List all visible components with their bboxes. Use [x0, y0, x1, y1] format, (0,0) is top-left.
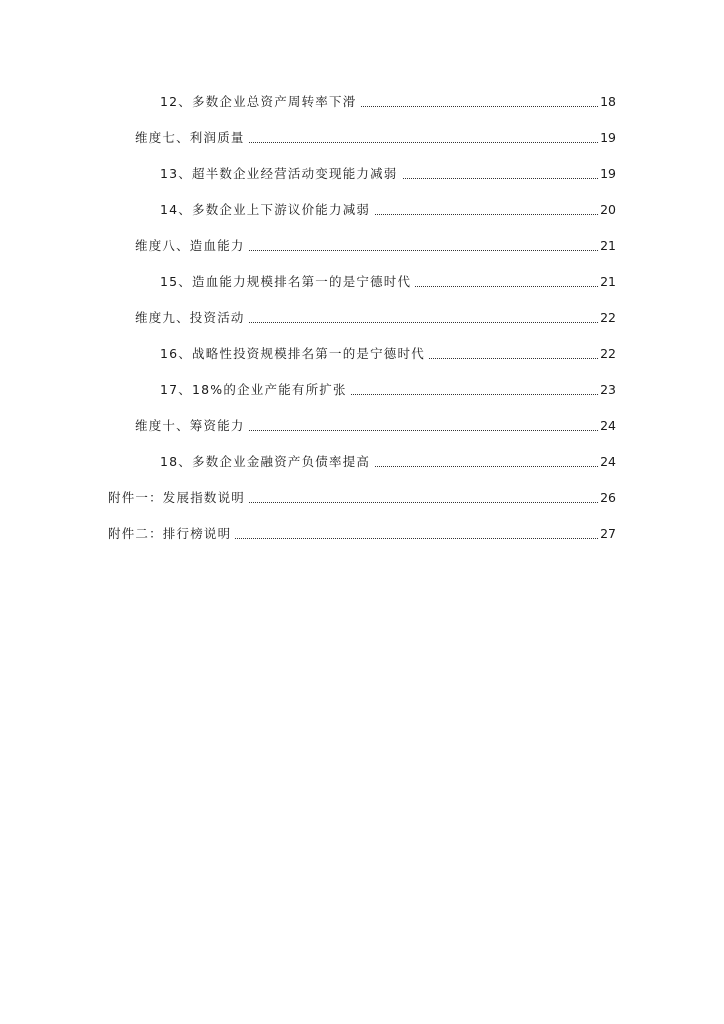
toc-entry[interactable] — [0, 228, 724, 264]
toc-page-number: 21 — [598, 274, 616, 290]
toc-entry[interactable] — [0, 516, 724, 552]
toc-page-number: 24 — [598, 418, 616, 434]
toc-entry[interactable] — [0, 300, 724, 336]
toc-entry[interactable] — [0, 444, 724, 480]
toc-entry-label: 15、造血能力规模排名第一的是宁德时代 — [160, 274, 415, 290]
toc-entry-label: 16、战略性投资规模排名第一的是宁德时代 — [160, 346, 429, 362]
toc-page-number: 22 — [598, 310, 616, 326]
toc-entry-label: 维度九、投资活动 — [135, 310, 249, 326]
toc-entry-label: 17、18%的企业产能有所扩张 — [160, 382, 351, 398]
toc-page-number: 18 — [598, 94, 616, 110]
toc-page-number: 19 — [598, 130, 616, 146]
toc-entry-label: 12、多数企业总资产周转率下滑 — [160, 94, 360, 110]
toc-entry-label: 18、多数企业金融资产负债率提高 — [160, 454, 374, 470]
toc-entry-label: 附件一：发展指数说明 — [108, 490, 249, 506]
toc-entry[interactable] — [0, 264, 724, 300]
toc-entry[interactable] — [0, 336, 724, 372]
toc-page-number: 26 — [598, 490, 616, 506]
toc-entry-label: 维度八、造血能力 — [135, 238, 249, 254]
toc-page-number: 19 — [598, 166, 616, 182]
toc-page-number: 22 — [598, 346, 616, 362]
toc-entry[interactable] — [0, 408, 724, 444]
toc-entry[interactable] — [0, 480, 724, 516]
toc-entry-label: 维度十、筹资能力 — [135, 418, 249, 434]
toc-entry[interactable] — [0, 120, 724, 156]
toc-entry[interactable] — [0, 84, 724, 120]
toc-page-number: 23 — [598, 382, 616, 398]
toc-entry[interactable] — [0, 192, 724, 228]
toc-entry-label: 14、多数企业上下游议价能力减弱 — [160, 202, 374, 218]
toc-entry-label: 13、超半数企业经营活动变现能力减弱 — [160, 166, 402, 182]
toc-entry-label: 维度七、利润质量 — [135, 130, 249, 146]
toc-page-number: 21 — [598, 238, 616, 254]
table-of-contents — [0, 84, 724, 552]
toc-page-number: 27 — [598, 526, 616, 542]
toc-page-number: 24 — [598, 454, 616, 470]
toc-entry[interactable] — [0, 156, 724, 192]
toc-entry[interactable] — [0, 372, 724, 408]
toc-entry-label: 附件二：排行榜说明 — [108, 526, 235, 542]
toc-page-number: 20 — [598, 202, 616, 218]
